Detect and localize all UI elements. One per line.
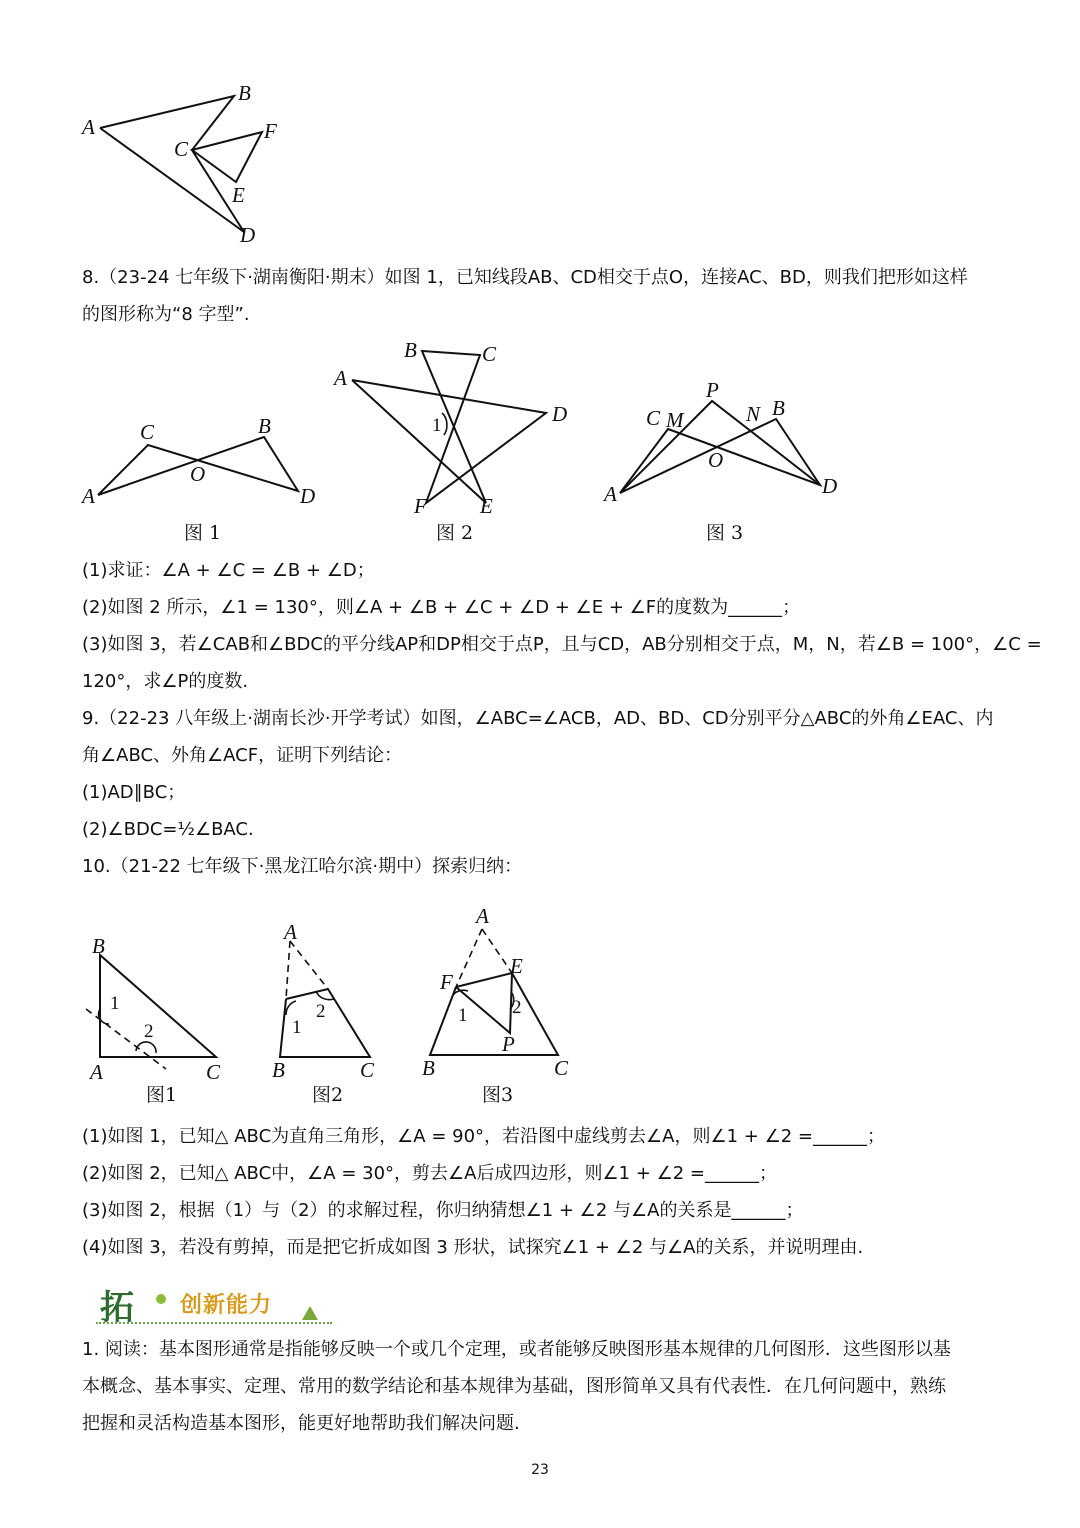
figure-label: C xyxy=(482,342,497,366)
figure-top-quad xyxy=(100,96,244,232)
q9-line1: 9.（22-23 八年级上·湖南长沙·开学考试）如图，∠ABC=∠ACB，AD、BD、CD分别平分△ABC的外角∠EAC、内 xyxy=(82,708,994,729)
q10-figure-2 xyxy=(272,920,375,1106)
figure-label: B xyxy=(258,414,271,438)
figure-label: N xyxy=(746,402,761,426)
figure-label: A xyxy=(82,484,95,508)
reading-line1: 1. 阅读：基本图形通常是指能够反映一个或几个定理，或者能够反映图形基本规律的几何图形．这些图形以基 xyxy=(82,1339,951,1360)
figure-label: D xyxy=(822,474,838,498)
figure-label: F xyxy=(414,494,427,518)
label-E: E xyxy=(232,183,245,207)
figure-label: F xyxy=(440,970,453,994)
figure-label: A xyxy=(604,482,617,506)
figure-label: P xyxy=(502,1032,515,1056)
q10-part3: (3)如图 2，根据（1）与（2）的求解过程，你归纳猜想∠1 + ∠2 与∠A的关系是______； xyxy=(82,1200,804,1221)
figure-label: 1 xyxy=(458,1005,468,1026)
figure-label: A xyxy=(90,1060,103,1084)
q10-figure-1 xyxy=(86,934,221,1106)
q10-part1: (1)如图 1，已知△ ABC为直角三角形，∠A = 90°，若沿图中虚线剪去∠A，则∠1 + ∠2 =______； xyxy=(82,1126,885,1147)
figure-label: 1 xyxy=(432,415,442,436)
q10-line1: 10.（21-22 七年级下·黑龙江哈尔滨·期中）探索归纳： xyxy=(82,856,523,877)
q10-figure-3 xyxy=(422,904,569,1106)
q8-line1: 8.（23-24 七年级下·湖南衡阳·期末）如图 1，已知线段AB、CD相交于点O，连接AC、BD，则我们把形如这样 xyxy=(82,267,968,288)
reading-paragraph xyxy=(82,1331,1002,1442)
page-number: 23 xyxy=(531,1462,549,1478)
q8-figures xyxy=(80,335,860,550)
figure-label: C xyxy=(360,1058,375,1082)
q10-parts xyxy=(82,1118,1002,1266)
reading-line3: 把握和灵活构造基本图形，能更好地帮助我们解决问题. xyxy=(82,1413,520,1434)
figure-label: B xyxy=(272,1058,285,1082)
q8-intro xyxy=(82,259,1002,333)
figure-label: B xyxy=(772,396,785,420)
q10-fig3-caption: 图3 xyxy=(482,1084,514,1106)
q8-part2: (2)如图 2 所示，∠1 = 130°，则∠A + ∠B + ∠C + ∠D + ∠E + ∠F的度数为______； xyxy=(82,597,801,618)
figure-label: C xyxy=(554,1056,569,1080)
q10-part4: (4)如图 3，若没有剪掉，而是把它折成如图 3 形状，试探究∠1 + ∠2 与∠A的关系，并说明理由. xyxy=(82,1237,864,1258)
figure-label: E xyxy=(480,494,493,518)
figure-label: P xyxy=(706,378,719,402)
figure-label: M xyxy=(666,408,684,432)
q9-line2: 角∠ABC、外角∠ACF，证明下列结论： xyxy=(82,745,403,766)
figure-label: A xyxy=(334,366,347,390)
figure-label: C xyxy=(206,1060,221,1084)
figure-label: A xyxy=(476,904,489,928)
figure-label: B xyxy=(92,934,105,958)
q8-figure-2 xyxy=(332,338,567,544)
label-D: D xyxy=(240,223,256,247)
figure-label: O xyxy=(190,462,206,486)
figure-label: A xyxy=(284,920,297,944)
figure-label: 2 xyxy=(512,997,522,1018)
banner-divider xyxy=(96,1322,332,1324)
banner-title: 创新能力 xyxy=(180,1293,273,1318)
figure-label: C xyxy=(140,420,155,444)
figure-label: D xyxy=(552,402,568,426)
figure-label: O xyxy=(708,448,724,472)
figure-label: 1 xyxy=(292,1017,302,1038)
figure-label: B xyxy=(422,1056,435,1080)
label-F: F xyxy=(264,119,277,143)
label-B: B xyxy=(238,81,251,105)
banner-dot-icon xyxy=(156,1294,166,1304)
q10-fig2-caption: 图2 xyxy=(312,1084,344,1106)
figure-top xyxy=(80,80,300,250)
section-banner xyxy=(96,1278,336,1328)
q8-q9-text xyxy=(82,552,1042,885)
q10-fig1-caption: 图1 xyxy=(146,1084,178,1106)
figure-label: 2 xyxy=(144,1021,154,1042)
figure-label: C xyxy=(646,406,661,430)
mountain-icon xyxy=(302,1306,318,1320)
label-C: C xyxy=(174,137,189,161)
figure-top-triangle xyxy=(192,132,262,182)
q8-figure-1 xyxy=(80,414,315,544)
figure-label: 2 xyxy=(316,1001,326,1022)
q8-fig1-caption: 图 1 xyxy=(184,522,222,544)
q8-figure-3 xyxy=(602,378,837,544)
q8-part3a: (3)如图 3，若∠CAB和∠BDC的平分线AP和DP相交于点P，且与CD，AB分别相交于点，M，N，若∠B = 100°，∠C = xyxy=(82,634,1042,655)
label-A: A xyxy=(82,115,95,139)
q10-figures xyxy=(80,905,600,1110)
q10-part2: (2)如图 2，已知△ ABC中，∠A = 30°，剪去∠A后成四边形，则∠1 + ∠2 =______； xyxy=(82,1163,777,1184)
q8-part3b: 120°，求∠P的度数. xyxy=(82,671,249,692)
figure-label: E xyxy=(510,954,523,978)
figure-label: D xyxy=(300,484,316,508)
figure-label: 1 xyxy=(110,993,120,1014)
q9-part1: (1)AD∥BC； xyxy=(82,782,186,803)
q8-fig2-caption: 图 2 xyxy=(436,522,474,544)
reading-line2: 本概念、基本事实、定理、常用的数学结论和基本规律为基础，图形简单又具有代表性．在几何问题中，熟练 xyxy=(82,1376,946,1397)
q8-part1: (1)求证：∠A + ∠C = ∠B + ∠D； xyxy=(82,560,375,581)
banner-glyph: 拓 xyxy=(100,1288,134,1328)
q8-line2: 的图形称为“8 字型”. xyxy=(82,304,250,325)
q9-part2: (2)∠BDC=½∠BAC. xyxy=(82,819,254,840)
figure-label: B xyxy=(404,338,417,362)
q8-fig3-caption: 图 3 xyxy=(706,522,744,544)
